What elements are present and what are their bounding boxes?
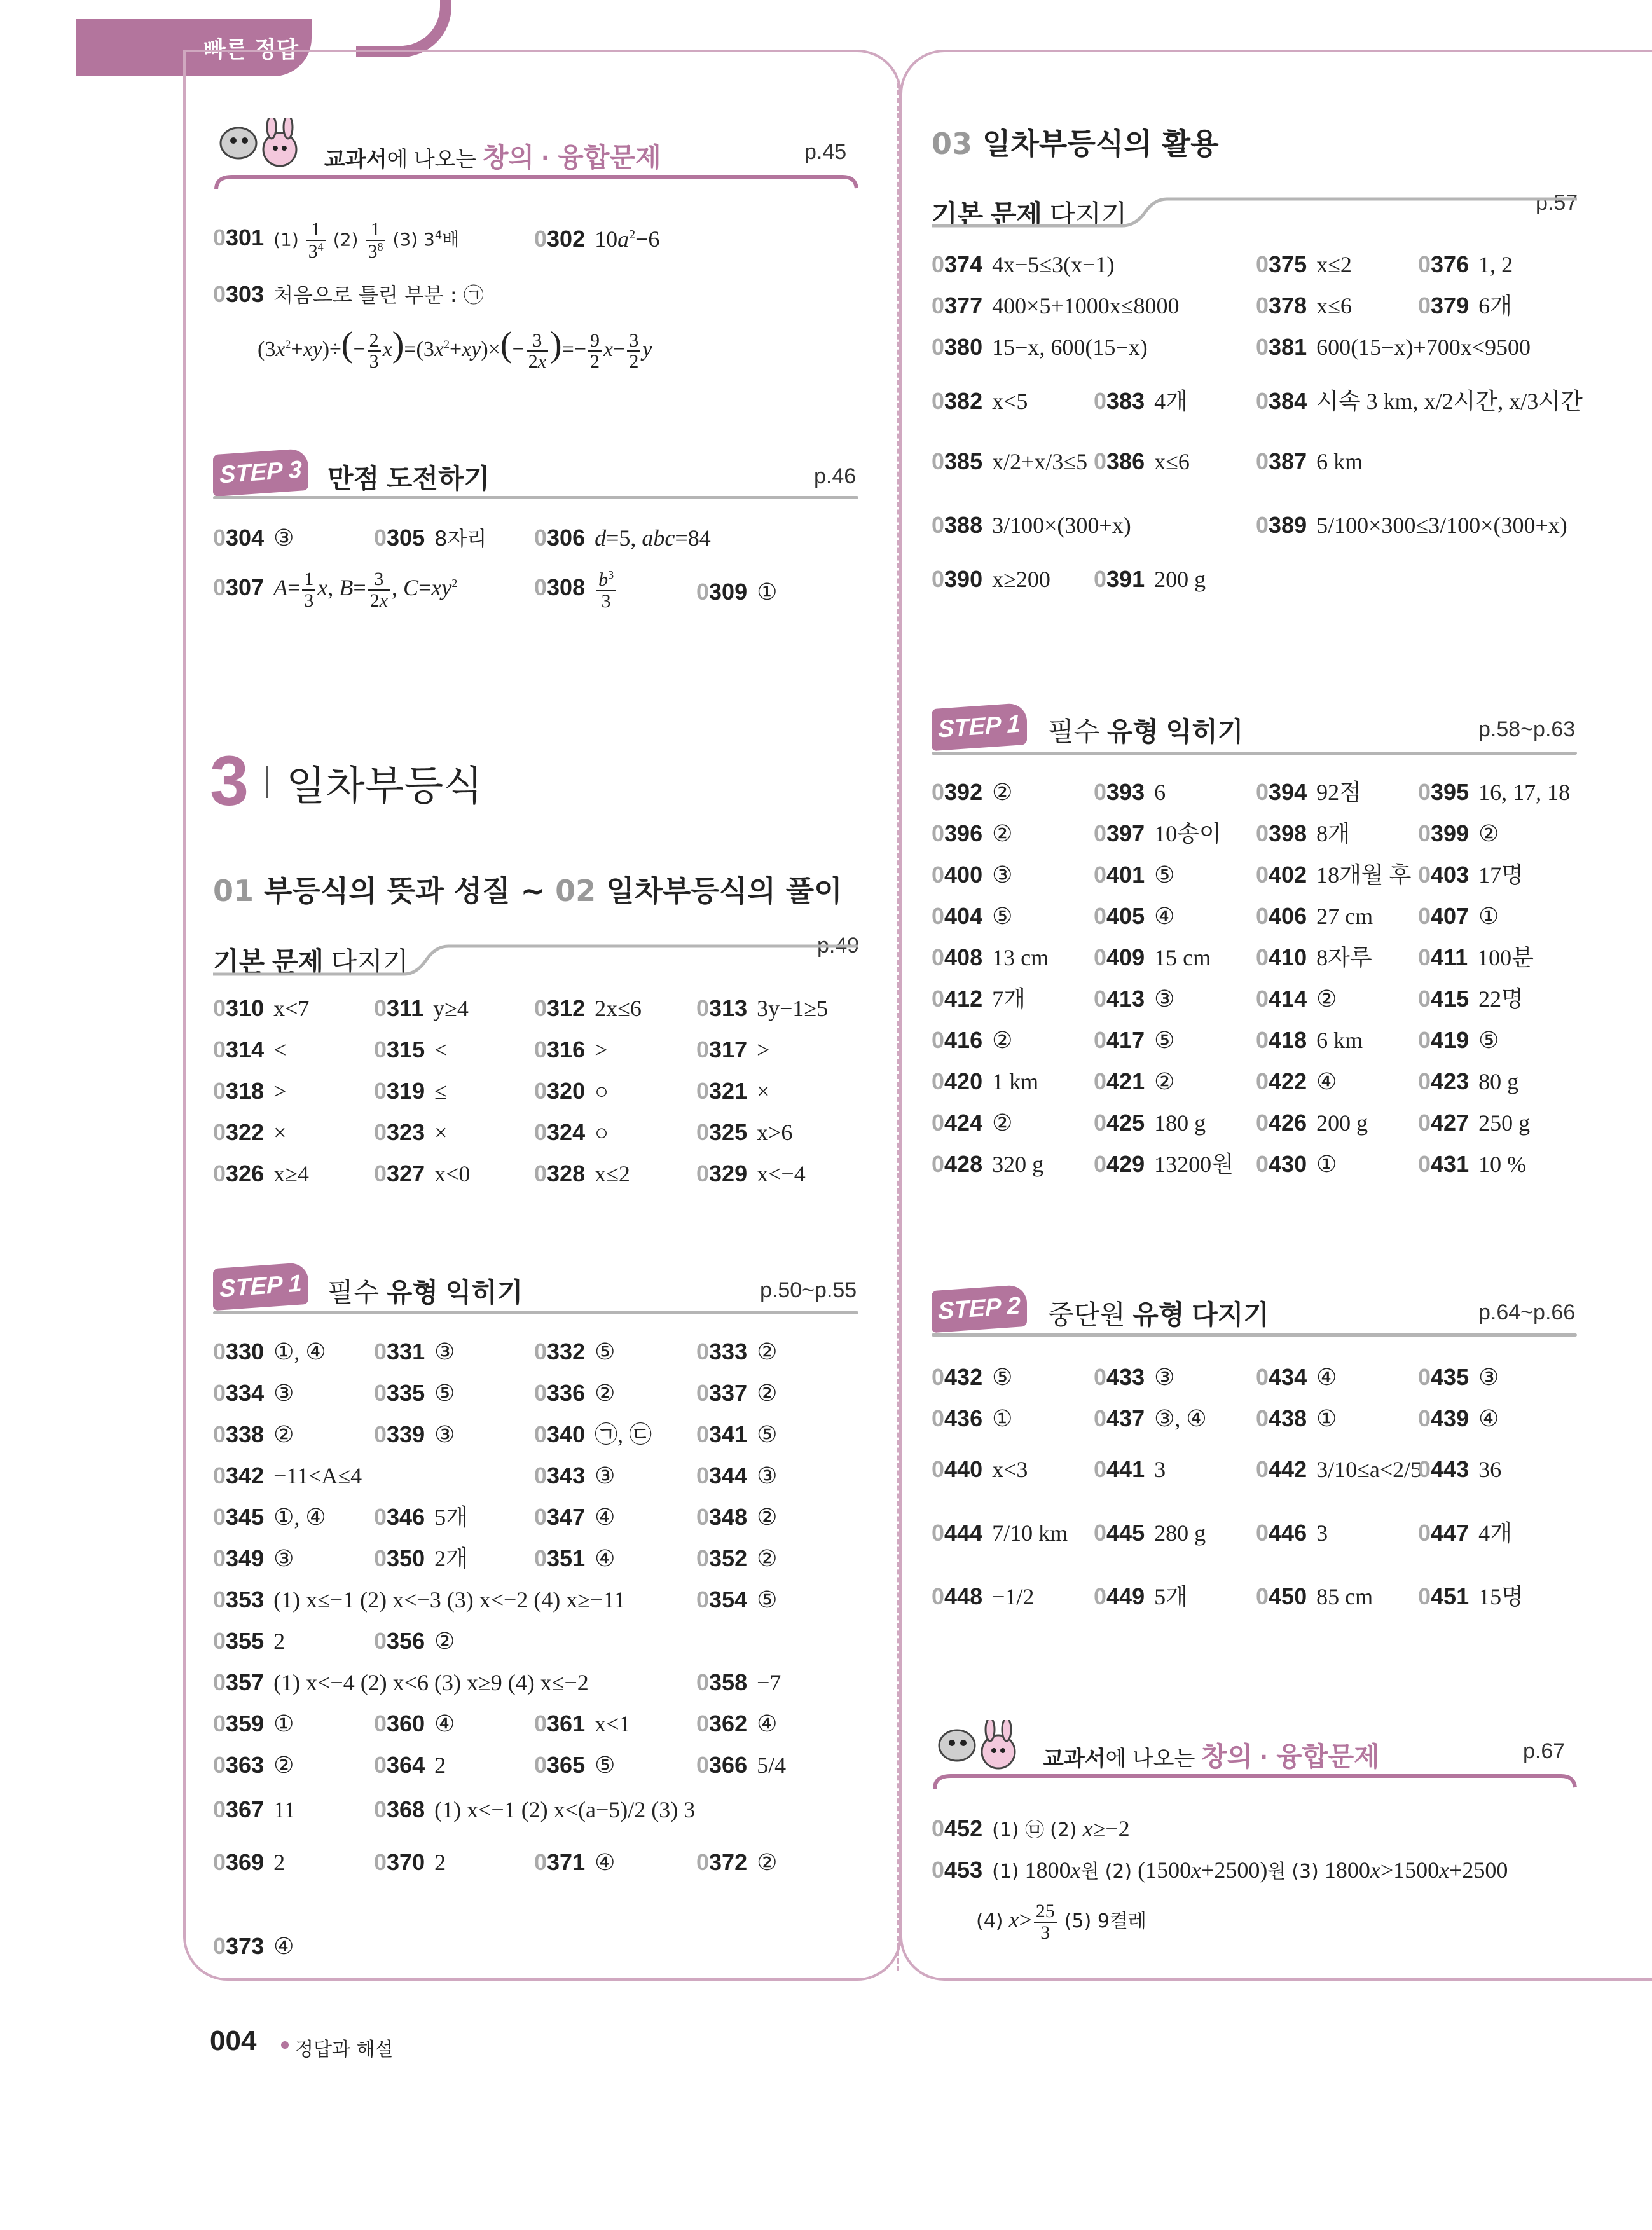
answer-0395: 0395 16, 17, 18	[1418, 779, 1571, 805]
answer-0397: 0397 10송이	[1094, 820, 1222, 846]
basic-rule-left	[213, 935, 862, 979]
step3-rule	[213, 496, 858, 499]
answer-0302: 0302 $10a^2-6$	[534, 226, 660, 252]
answer-0349: 0349 ③	[213, 1545, 294, 1571]
answer-0383: 0383 4개	[1094, 388, 1188, 414]
answer-0303: 0303 처음으로 틀린 부분 : ㉠	[213, 281, 484, 307]
answer-0353: 0353 (1) x≤−1 (2) x<−3 (3) x<−2 (4) x≥−11	[213, 1586, 626, 1613]
answer-0373: 0373 ④	[213, 1933, 294, 1959]
answer-0421: 0421 ②	[1094, 1068, 1175, 1094]
answer-0432: 0432 ⑤	[932, 1364, 1013, 1390]
mascot-icon-right	[932, 1720, 1027, 1777]
answer-0435: 0435 ③	[1418, 1364, 1499, 1390]
answer-0364: 0364 2	[374, 1752, 446, 1778]
answer-0303-expression: $(3x^2+xy)\div(-$ $\frac{2}{3}$ $x)=(3x^2+xy)\times(-$ $\frac{3}{2x}$ )=− $\frac{9}{2}$ x− $\frac{3}{2}$ y	[258, 325, 652, 373]
answer-0334: 0334 ③	[213, 1380, 294, 1406]
answer-0308: 0308 $\frac{b^3}{3}$	[534, 569, 617, 611]
answer-0412: 0412 7개	[932, 986, 1026, 1012]
answer-0452: 0452 (1) ㉤ (2) x≥−2	[932, 1815, 1130, 1841]
answer-0419: 0419 ⑤	[1418, 1027, 1499, 1053]
answer-0420: 0420 1 km	[932, 1068, 1039, 1094]
answer-0427: 0427 250 g	[1418, 1110, 1531, 1136]
answer-0321: 0321 ×	[696, 1078, 770, 1104]
header-tab-curl	[356, 0, 451, 57]
answer-0434: 0434 ④	[1256, 1364, 1337, 1390]
step3-page: p.46	[814, 464, 857, 488]
answer-0402: 0402 18개월 후	[1256, 862, 1412, 888]
answer-0333: 0333 ②	[696, 1339, 778, 1365]
basic-title-right: 기본 문제 다지기	[932, 200, 1127, 230]
answer-0414: 0414 ②	[1256, 986, 1337, 1012]
answer-0410: 0410 8자루	[1256, 944, 1372, 970]
step1-page-right: p.58~p.63	[1478, 717, 1576, 741]
answer-0360: 0360 ④	[374, 1710, 455, 1737]
answer-0318: 0318 >	[213, 1078, 287, 1104]
answer-0365: 0365 ⑤	[534, 1752, 616, 1778]
basic-rule-right	[932, 188, 1580, 232]
answer-0338: 0338 ②	[213, 1421, 294, 1447]
answer-0356: 0356 ②	[374, 1628, 455, 1654]
step1-title-right: 필수 유형 익히기	[1048, 717, 1244, 747]
answer-0446: 0446 3	[1256, 1520, 1328, 1546]
answer-0339: 0339 ③	[374, 1421, 455, 1447]
step3-badge: STEP 3	[213, 448, 308, 497]
basic-title-left: 기본 문제 다지기	[213, 947, 409, 977]
answer-0346: 0346 5개	[374, 1504, 468, 1530]
answer-0438: 0438 ①	[1256, 1405, 1337, 1431]
answer-0363: 0363 ②	[213, 1752, 294, 1778]
answer-0442: 0442 3/10≤a<2/5	[1256, 1456, 1422, 1482]
answer-0384: 0384 시속 3 km, x/2시간, x/3시간	[1256, 388, 1583, 414]
answer-0319: 0319 ≤	[374, 1078, 447, 1104]
answer-0328: 0328 x≤2	[534, 1160, 630, 1187]
answer-0422: 0422 ④	[1256, 1068, 1337, 1094]
answer-0448: 0448 −1/2	[932, 1583, 1035, 1609]
answer-0340: 0340 ㉠, ㉢	[534, 1421, 652, 1447]
answer-0405: 0405 ④	[1094, 903, 1175, 929]
answer-0331: 0331 ③	[374, 1339, 455, 1365]
answer-0306: 0306 d=5, abc=84	[534, 525, 711, 551]
answer-0392: 0392 ②	[932, 779, 1013, 805]
answer-0350: 0350 2개	[374, 1545, 468, 1571]
answer-0425: 0425 180 g	[1094, 1110, 1206, 1136]
answer-0447: 0447 4개	[1418, 1520, 1512, 1546]
answer-0450: 0450 85 cm	[1256, 1583, 1373, 1609]
answer-0415: 0415 22명	[1418, 986, 1524, 1012]
answer-0361: 0361 x<1	[534, 1710, 631, 1737]
answer-0367: 0367 11	[213, 1796, 296, 1822]
answer-0301: 0301 (1) $\frac{1}{3^4}$ (2) $\frac{1}{3^8}$ (3) $3^4$배	[213, 219, 460, 262]
answer-0401: 0401 ⑤	[1094, 862, 1175, 888]
answer-0325: 0325 x>6	[696, 1119, 793, 1145]
answer-0314: 0314 <	[213, 1036, 287, 1063]
answer-0437: 0437 ③, ④	[1094, 1405, 1207, 1431]
answer-0327: 0327 x<0	[374, 1160, 471, 1187]
answer-0322: 0322 ×	[213, 1119, 287, 1145]
answer-0430: 0430 ①	[1256, 1151, 1337, 1177]
answer-0393: 0393 6	[1094, 779, 1166, 805]
answer-0436: 0436 ①	[932, 1405, 1013, 1431]
answer-0441: 0441 3	[1094, 1456, 1166, 1482]
creative-title-right: 교과서에 나오는 창의 · 융합문제	[1043, 1742, 1380, 1772]
answer-0413: 0413 ③	[1094, 986, 1175, 1012]
answer-0375: 0375 x≤2	[1256, 251, 1352, 277]
answer-0336: 0336 ②	[534, 1380, 616, 1406]
answer-0388: 0388 3/100×(300+x)	[932, 512, 1131, 538]
answer-0390: 0390 x≥200	[932, 566, 1050, 592]
answer-0310: 0310 x<7	[213, 995, 310, 1021]
answer-0376: 0376 1, 2	[1418, 251, 1513, 277]
unit-01-02-title: 01 부등식의 뜻과 성질 ~ 02 일차부등식의 풀이	[213, 874, 843, 908]
answer-0429: 0429 13200원	[1094, 1151, 1234, 1177]
chapter-number: 3	[210, 742, 249, 820]
column-divider	[897, 83, 899, 1971]
creative-title-left: 교과서에 나오는 창의 · 융합문제	[324, 142, 661, 172]
answer-0344: 0344 ③	[696, 1463, 778, 1489]
answer-0381: 0381 600(15−x)+700x<9500	[1256, 334, 1531, 360]
answer-0431: 0431 10 %	[1418, 1151, 1527, 1177]
answer-0445: 0445 280 g	[1094, 1520, 1206, 1546]
answer-0374: 0374 4x−5≤3(x−1)	[932, 251, 1115, 277]
answer-0326: 0326 x≥4	[213, 1160, 309, 1187]
answer-0378: 0378 x≤6	[1256, 293, 1352, 319]
answer-0347: 0347 ④	[534, 1504, 616, 1530]
basic-page-right: p.57	[1536, 191, 1578, 215]
answer-0385: 0385 x/2+x/3≤5	[932, 448, 1088, 474]
answer-0354: 0354 ⑤	[696, 1586, 778, 1613]
answer-0396: 0396 ②	[932, 820, 1013, 846]
answer-0404: 0404 ⑤	[932, 903, 1013, 929]
answer-0335: 0335 ⑤	[374, 1380, 455, 1406]
step1-rule-right	[932, 752, 1577, 755]
answer-0453: 0453 (1) 1800x원 (2) (1500x+2500)원 (3) 1800x>1500x+2500	[932, 1857, 1508, 1883]
answer-0409: 0409 15 cm	[1094, 944, 1211, 970]
creative-rule-right	[932, 1771, 1580, 1790]
answer-0433: 0433 ③	[1094, 1364, 1175, 1390]
answer-0451: 0451 15명	[1418, 1583, 1524, 1609]
answer-0439: 0439 ④	[1418, 1405, 1499, 1431]
answer-0366: 0366 5/4	[696, 1752, 787, 1778]
answer-0444: 0444 7/10 km	[932, 1520, 1068, 1546]
answer-0332: 0332 ⑤	[534, 1339, 616, 1365]
answer-0316: 0316 >	[534, 1036, 608, 1063]
header-tab-label: 빠른 정답	[203, 36, 299, 62]
mascot-icon	[213, 118, 308, 175]
answer-0307: 0307 A= $\frac{1}{3}$ x, B= $\frac{3}{2x}$ , $C=xy^2$	[213, 568, 458, 611]
answer-0330: 0330 ①, ④	[213, 1339, 326, 1365]
footer-bullet	[281, 2041, 289, 2049]
answer-0379: 0379 6개	[1418, 293, 1512, 319]
answer-0362: 0362 ④	[696, 1710, 778, 1737]
answer-0351: 0351 ④	[534, 1545, 616, 1571]
answer-0398: 0398 8개	[1256, 820, 1350, 846]
answer-0406: 0406 27 cm	[1256, 903, 1373, 929]
answer-0342: 0342 −11<A≤4	[213, 1463, 362, 1489]
answer-0313: 0313 3y−1≥5	[696, 995, 829, 1021]
answer-0341: 0341 ⑤	[696, 1421, 778, 1447]
answer-0399: 0399 ②	[1418, 820, 1499, 846]
answer-0391: 0391 200 g	[1094, 566, 1206, 592]
answer-0387: 0387 6 km	[1256, 448, 1363, 474]
step2-badge: STEP 2	[932, 1284, 1027, 1333]
chapter-bar	[266, 766, 268, 798]
answer-0394: 0394 92점	[1256, 779, 1361, 805]
answer-0426: 0426 200 g	[1256, 1110, 1368, 1136]
answer-0369: 0369 2	[213, 1849, 286, 1875]
answer-0407: 0407 ①	[1418, 903, 1499, 929]
basic-page-left: p.49	[817, 933, 860, 958]
answer-0424: 0424 ②	[932, 1110, 1013, 1136]
answer-0358: 0358 −7	[696, 1669, 781, 1695]
answer-0408: 0408 13 cm	[932, 944, 1049, 970]
answer-0337: 0337 ②	[696, 1380, 778, 1406]
creative-rule-left	[213, 172, 862, 191]
creative-page-left: p.45	[804, 140, 847, 164]
answer-0343: 0343 ③	[534, 1463, 616, 1489]
footer-label: 정답과 해설	[295, 2039, 394, 2061]
answer-0411: 0411 100분	[1418, 944, 1534, 970]
answer-0389: 0389 5/100×300≤3/100×(300+x)	[1256, 512, 1567, 538]
step3-title: 만점 도전하기	[327, 464, 490, 493]
answer-0357: 0357 (1) x<−4 (2) x<6 (3) x≥9 (4) x≤−2	[213, 1669, 589, 1695]
answer-0403: 0403 17명	[1418, 862, 1524, 888]
answer-0423: 0423 80 g	[1418, 1068, 1519, 1094]
unit-03-title: 03 일차부등식의 활용	[932, 127, 1219, 161]
answer-0368: 0368 (1) x<−1 (2) x<(a−5)/2 (3) 3	[374, 1796, 696, 1822]
answer-0324: 0324 ○	[534, 1119, 609, 1145]
answer-0440: 0440 x<3	[932, 1456, 1028, 1482]
answer-0443: 0443 36	[1418, 1456, 1502, 1482]
step1-title-left: 필수 유형 익히기	[327, 1277, 523, 1307]
answer-0453-cont: (4) x> $\frac{25}{3}$ (5) 9켤레	[976, 1901, 1146, 1943]
answer-0386: 0386 x≤6	[1094, 448, 1190, 474]
answer-0329: 0329 x<−4	[696, 1160, 806, 1187]
answer-0317: 0317 >	[696, 1036, 770, 1063]
answer-0370: 0370 2	[374, 1849, 446, 1875]
step2-page: p.64~p.66	[1478, 1300, 1576, 1325]
answer-0312: 0312 2x≤6	[534, 995, 642, 1021]
creative-page-right: p.67	[1523, 1739, 1566, 1763]
answer-0380: 0380 15−x, 600(15−x)	[932, 334, 1148, 360]
answer-0315: 0315 <	[374, 1036, 448, 1063]
answer-0348: 0348 ②	[696, 1504, 778, 1530]
answer-0449: 0449 5개	[1094, 1583, 1188, 1609]
answer-0382: 0382 x<5	[932, 388, 1028, 414]
answer-0345: 0345 ①, ④	[213, 1504, 326, 1530]
answer-0377: 0377 400×5+1000x≤8000	[932, 293, 1180, 319]
step1-badge-left: STEP 1	[213, 1262, 308, 1311]
step1-page-left: p.50~p.55	[760, 1278, 857, 1302]
answer-0355: 0355 2	[213, 1628, 286, 1654]
answer-0418: 0418 6 km	[1256, 1027, 1363, 1053]
step2-title: 중단원 유형 다지기	[1048, 1300, 1269, 1330]
step2-rule	[932, 1333, 1577, 1337]
answer-0417: 0417 ⑤	[1094, 1027, 1175, 1053]
answer-0323: 0323 ×	[374, 1119, 448, 1145]
answer-0311: 0311 y≥4	[374, 995, 469, 1021]
answer-0305: 0305 8자리	[374, 525, 487, 551]
answer-0400: 0400 ③	[932, 862, 1013, 888]
answer-0416: 0416 ②	[932, 1027, 1013, 1053]
answer-0304: 0304 ③	[213, 525, 294, 551]
answer-0320: 0320 ○	[534, 1078, 609, 1104]
answer-0359: 0359 ①	[213, 1710, 294, 1737]
answer-0372: 0372 ②	[696, 1849, 778, 1875]
step1-rule-left	[213, 1311, 858, 1314]
answer-0309: 0309 ①	[696, 579, 778, 605]
answer-0428: 0428 320 g	[932, 1151, 1044, 1177]
chapter-title: 일차부등식	[286, 763, 483, 810]
page-number: 004	[210, 2025, 257, 2056]
step1-badge-right: STEP 1	[932, 703, 1027, 751]
answer-0371: 0371 ④	[534, 1849, 616, 1875]
answer-0352: 0352 ②	[696, 1545, 778, 1571]
